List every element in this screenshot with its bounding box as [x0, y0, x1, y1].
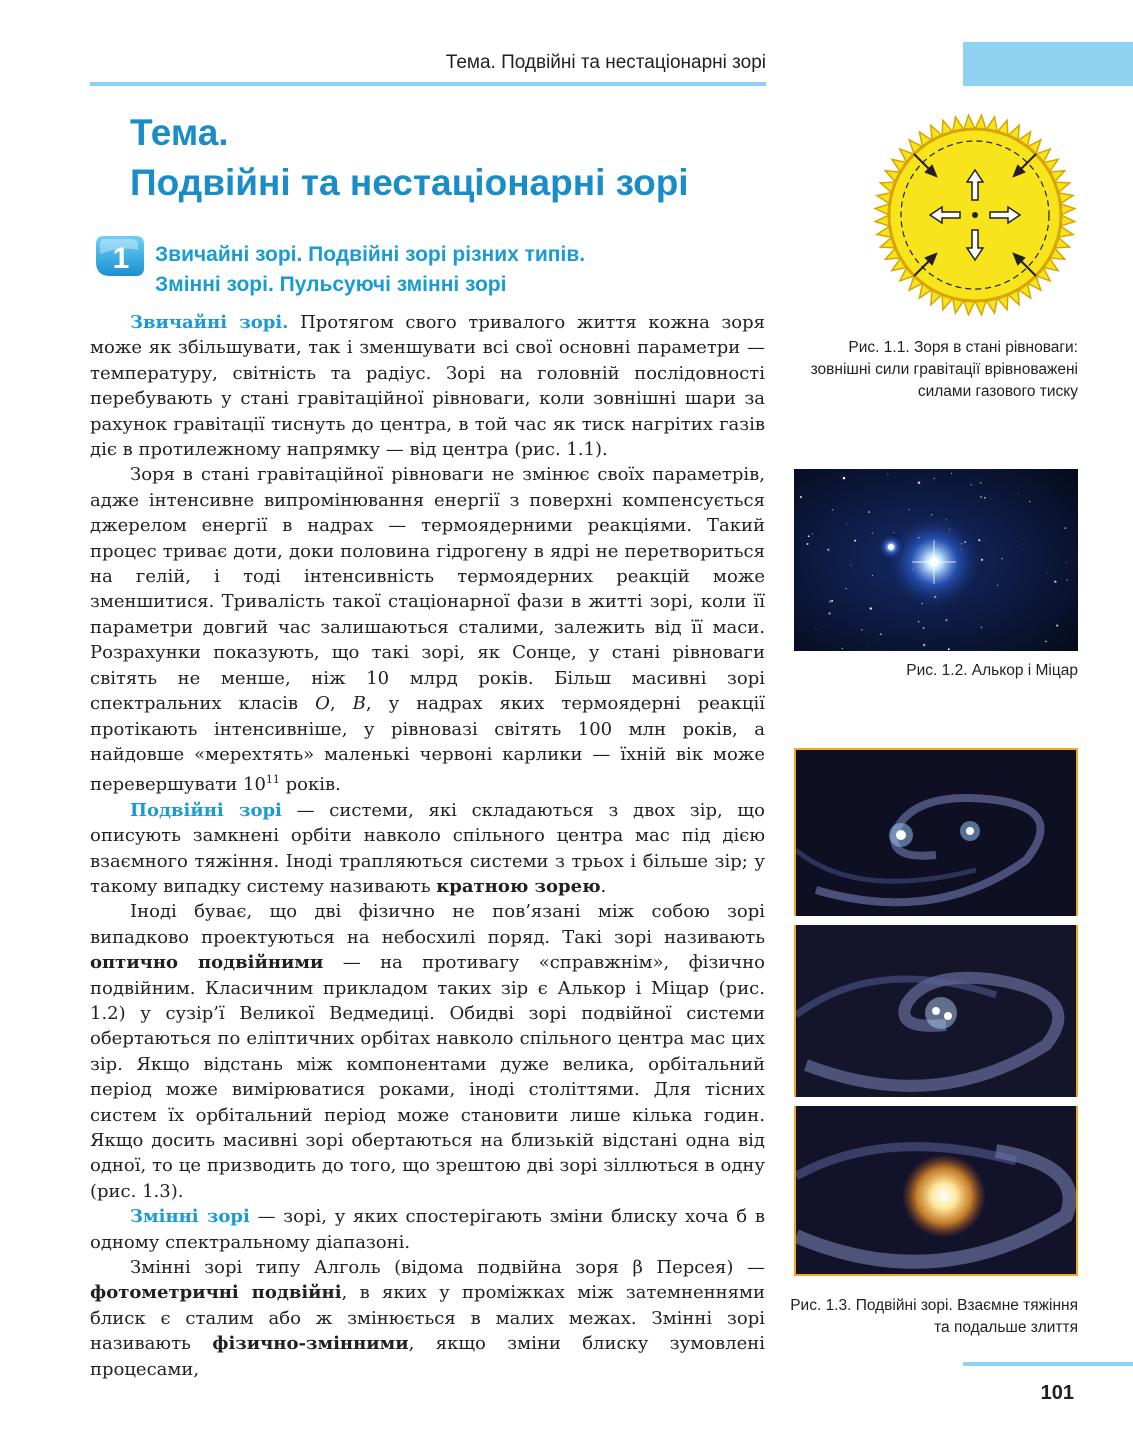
paragraph-equilibrium	[90, 462, 765, 797]
figure-3-caption: Рис. 1.3. Подвійні зорі. Взаємне тяжіння та подальше злиття	[790, 1297, 1078, 1336]
figure-merging-binaries	[794, 748, 1078, 1276]
paragraph-text: — на противагу «справжнім», фізично подвійним. Класичним прикладом таких зір є Алькор і Міцар (рис. 1.2) у сузір’ї Великої Ведмедиці. Обидві зорі подвійної системи обертаються по еліптичних орбітах навколо спільного центра мас цих зір. Якщо відстань між компонентами дуже велика, орбітальний період може вимірюватися роками, іноді століттями. Для тісних систем їх орбітальний період може становити лише кілька годин. Якщо досить масивні зорі обертаються на близькій відстані одна від одної, то це призводить до того, що зрештою дві зорі зіллються в одну (рис. 1.3).	[90, 952, 765, 1202]
alcor-star	[888, 544, 894, 550]
figure-alcor-mizar-photo	[794, 469, 1078, 651]
exponent: 11	[265, 773, 280, 787]
center-dot	[972, 212, 978, 218]
term-ordinary-stars: Звичайні зорі.	[130, 312, 289, 333]
paragraph-ordinary-stars	[90, 310, 765, 462]
figure-2-caption: Рис. 1.2. Алькор і Міцар	[906, 662, 1078, 679]
section-number: 1	[112, 242, 130, 275]
page-title	[130, 108, 770, 208]
paragraph-text: Змінні зорі типу Алголь (відома подвійна зоря β Персея) —	[130, 1257, 765, 1279]
paragraph-text: , якщо зміни блиску зумовлені процесами,	[90, 1333, 765, 1380]
star-b	[966, 827, 974, 835]
paragraph-text: — зорі, у яких спостерігають зміни блиску хоча б в одному спектральному діапазоні.	[90, 1206, 766, 1253]
paragraph-optical-binaries	[90, 899, 765, 1204]
figure-1-caption: Рис. 1.1. Зоря в стані рівноваги: зовнішні сили гравітації врівноважені силами газового тиску	[810, 339, 1078, 400]
page-number: 101	[1040, 1382, 1074, 1404]
paragraph-variable-stars	[90, 1204, 765, 1255]
bold-term: фотометричні подвійні	[90, 1282, 342, 1304]
merger-frame-2	[796, 925, 1076, 1097]
paragraph-text: , в яких у проміжках між затемненнями блиск є сталим або ж змінюється в малих межах. Змінні зорі називають	[90, 1282, 765, 1355]
separator: ,	[329, 693, 353, 715]
title-line-1: Тема.	[130, 112, 229, 153]
term-variable-stars: Змінні зорі	[130, 1206, 250, 1228]
bold-term: оптично подвійними	[90, 952, 324, 974]
section-title-line-2: Змінні зорі. Пульсуючі змінні зорі	[155, 273, 507, 296]
header-rule	[90, 82, 766, 86]
bold-term: фізично-змінними	[212, 1333, 409, 1355]
star-a	[896, 830, 906, 840]
spectral-class-o: O	[315, 693, 330, 715]
body-text	[90, 310, 765, 1382]
term-binary-stars: Подвійні зорі	[130, 799, 282, 821]
section-title	[155, 240, 775, 300]
merger-frame-3	[796, 1106, 1076, 1274]
paragraph-text: Зоря в стані гравітаційної рівноваги не змінює своїх параметрів, адже інтенсивне випромінювання енергії з поверхні компенсується джерелом енергії в надрах — термоядерними реакціями. Такий процес триває доти, доки половина гідрогену в ядрі не перетвориться на гелій, і тоді інтенсивність термоядерних реакцій може зменшитися. Тривалість такої стаціонарної фази в житті зорі, коли її параметри довгий час залишаються сталими, залежить від її маси. Розрахунки показують, що такі зорі, як Сонце, у стані рівноваги світять не менше, ніж 10 млрд років. Більш масивні зорі спектральних класів	[90, 464, 765, 715]
paragraph-text: .	[600, 875, 607, 897]
corner-tab	[963, 42, 1133, 86]
figure-star-equilibrium	[870, 110, 1080, 320]
merger-frame-1	[796, 750, 1076, 916]
running-head: Тема. Подвійні та нестаціонарні зорі	[445, 52, 766, 73]
paragraph-text: , у надрах яких термоядерні реакції протікають інтенсивніше, у рівновазі світять 100 млн років, а найдовше «мерехтять» маленькі червоні карлики — їхній вік може перевершувати 10	[90, 693, 765, 796]
paragraph-text: Іноді буває, що дві фізично не пов’язані між собою зорі випадково проектуються на небосхилі поряд. Такі зорі називають	[90, 901, 765, 948]
spectral-class-b: B	[352, 693, 366, 715]
merger-burst	[902, 1154, 986, 1238]
paragraph-text: — системи, які складаються з двох зір, що описують замкнені орбіти навколо спільного центра мас під дією взаємного тяжіння. Іноді трапляються системи з трьох і більше зір; у такому випадку систему називають	[90, 799, 765, 897]
section-title-line-1: Звичайні зорі. Подвійні зорі різних типів.	[155, 243, 586, 266]
footer-rule	[963, 1362, 1133, 1366]
section-number-badge	[92, 232, 148, 280]
bold-term: кратною зорею	[436, 875, 601, 897]
star-b	[944, 1012, 952, 1020]
paragraph-text: років.	[279, 774, 341, 796]
paragraph-binary-stars	[90, 798, 765, 900]
paragraph-text: Протягом свого тривалого життя кожна зоря може як збільшувати, так і зменшувати всі свої основні параметри — температуру, світність та радіус. Зорі на головній послідовності перебувають у стані гравітаційної рівноваги, коли зовнішні шари за рахунок гравітації тиснуть до центра, в той час як тиск нагрітих газів діє в протилежному напрямку — від центра (рис. 1.1).	[90, 312, 765, 461]
paragraph-algol	[90, 1255, 765, 1382]
title-line-2: Подвійні та нестаціонарні зорі	[130, 162, 689, 203]
star-a	[932, 1007, 940, 1015]
